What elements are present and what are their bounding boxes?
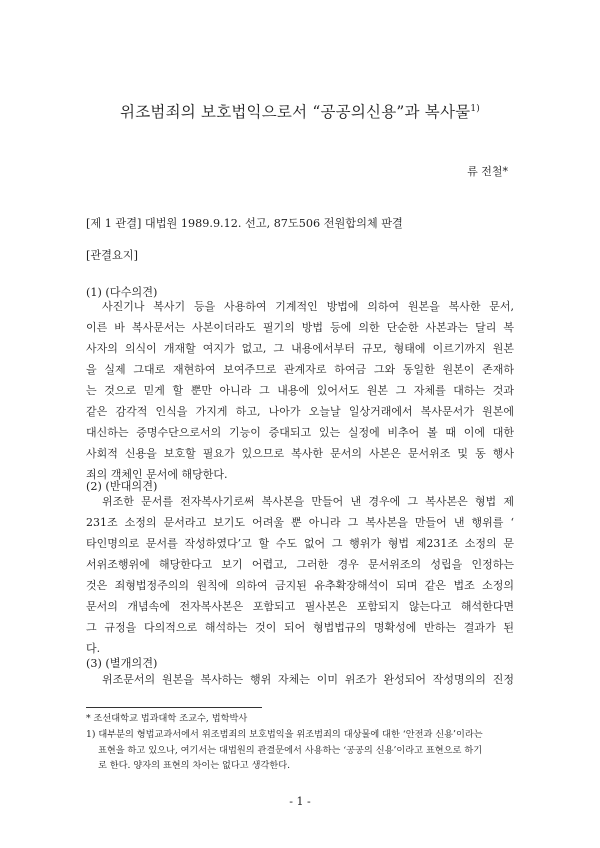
text-line: 죄의 객체인 문서에 해당한다.: [86, 468, 228, 481]
author-line: [467, 163, 508, 179]
footnote-marker: *: [86, 713, 91, 724]
footnote-line: [86, 711, 514, 727]
paper-title: [0, 100, 600, 122]
text-line: 231조 소정의 문서라고 보기도 어려울 뿐 아니라 그 복사본을 만들어 낸 행위를 ‘: [86, 516, 514, 529]
footnote-line: 표현을 하고 있으나, 여기서는 대법원의 관결문에서 사용하는 ‘공공의 신용’이라고 표현으로 하기: [98, 744, 483, 756]
section-body-dissent: [86, 491, 514, 659]
text-line: 다.: [86, 642, 101, 655]
text-line: 그 규정을 다의적으로 해석하는 것이 되어 형법법규의 명확성에 반하는 결과가 된: [86, 621, 514, 634]
text-line: 이른 바 복사문서는 사본이더라도 필기의 방법 등에 의한 단순한 사본과는 달리 복: [86, 321, 514, 334]
title-footnote-marker: 1): [470, 103, 480, 114]
footnote-text: 조선대학교 법과대학 조교수, 법학박사: [93, 713, 248, 724]
text-line: 같은 감각적 인식을 가지게 하고, 나아가 오늘날 일상거래에서 복사문서가 원본에: [86, 405, 514, 418]
page-number: - 1 -: [289, 795, 311, 808]
text-line: 대신하는 증명수단으로서의 기능이 증대되고 있는 실정에 비추어 볼 때 이에 대한: [86, 426, 514, 439]
text-line: 것은 죄형법정주의의 원칙에 의하여 금지된 유추확장해석이 되며 같은 법조 소정의: [86, 579, 514, 592]
author-name: 류 전철: [467, 165, 503, 178]
footnote-text: 대부분의 형법교과서에서 위조범죄의 보호법익을 위조범죄의 대상물에 대한 ‘안전과 신용’이라는: [98, 729, 483, 740]
text-line: 문서의 개념속에 전자복사본은 포함되고 필사본은 포함되지 않는다고 해석한다면: [86, 600, 514, 613]
section-body-majority: [86, 296, 514, 485]
case-citation: [제 1 관결] 대법원 1989.9.12. 선고, 87도506 전원합의체 판결: [86, 217, 403, 230]
footnote-separator: [86, 707, 262, 708]
title-text: 위조범죄의 보호법익으로서 “공공의신용”과 복사물: [120, 103, 471, 121]
text-line: 사회적 신용을 보호할 필요가 있으므로 복사한 문서의 사본은 문서위조 및 동 행사: [86, 447, 514, 460]
text-line: 사자의 의식이 개재할 여지가 없고, 그 내용에서부터 규모, 형태에 이르기까지 원본: [86, 342, 514, 355]
footnote-line: [86, 727, 514, 743]
section-heading-dissent: (2) (반대의견): [86, 480, 158, 493]
text-line: 위조문서의 원본을 복사하는 행위 자체는 이미 위조가 완성되어 작성명의의 진정: [102, 673, 514, 686]
summary-heading: [관결요지]: [86, 249, 138, 262]
footnote-marker: 1): [86, 729, 96, 740]
text-line: 위조한 문서를 전자복사기로써 복사본을 만들어 낸 경우에 그 복사본은 형법 제: [102, 495, 514, 508]
footnote-line: 로 한다. 양자의 표현의 차이는 없다고 생각한다.: [98, 760, 290, 771]
text-line: 사진기나 복사기 등을 사용하여 기계적인 방법에 의하여 원본을 복사한 문서,: [102, 300, 514, 313]
author-footnote-marker: *: [502, 165, 508, 178]
text-line: 서위조행위에 해당한다고 보기 어렵고, 그러한 경우 문서위조의 성립을 인정하는: [86, 558, 514, 571]
section-body-separate: [86, 669, 514, 690]
text-line: 타인명의로 문서를 작성하였다’고 할 수도 없어 그 행위가 형법 제231조 소정의 문: [86, 537, 514, 550]
section-heading-separate: (3) (별개의견): [86, 657, 158, 670]
section-heading-majority: (1) (다수의견): [86, 286, 158, 299]
text-line: 는 것으로 믿게 할 뿐만 아니라 그 내용에 있어서도 원본 그 자체를 대하는 것과: [86, 384, 514, 397]
text-line: 을 실제 그대로 재현하여 보여주므로 관계자로 하여금 그와 동일한 원본이 존재하: [86, 363, 514, 376]
footnote-author: [86, 711, 514, 727]
footnote-1: [86, 727, 514, 774]
